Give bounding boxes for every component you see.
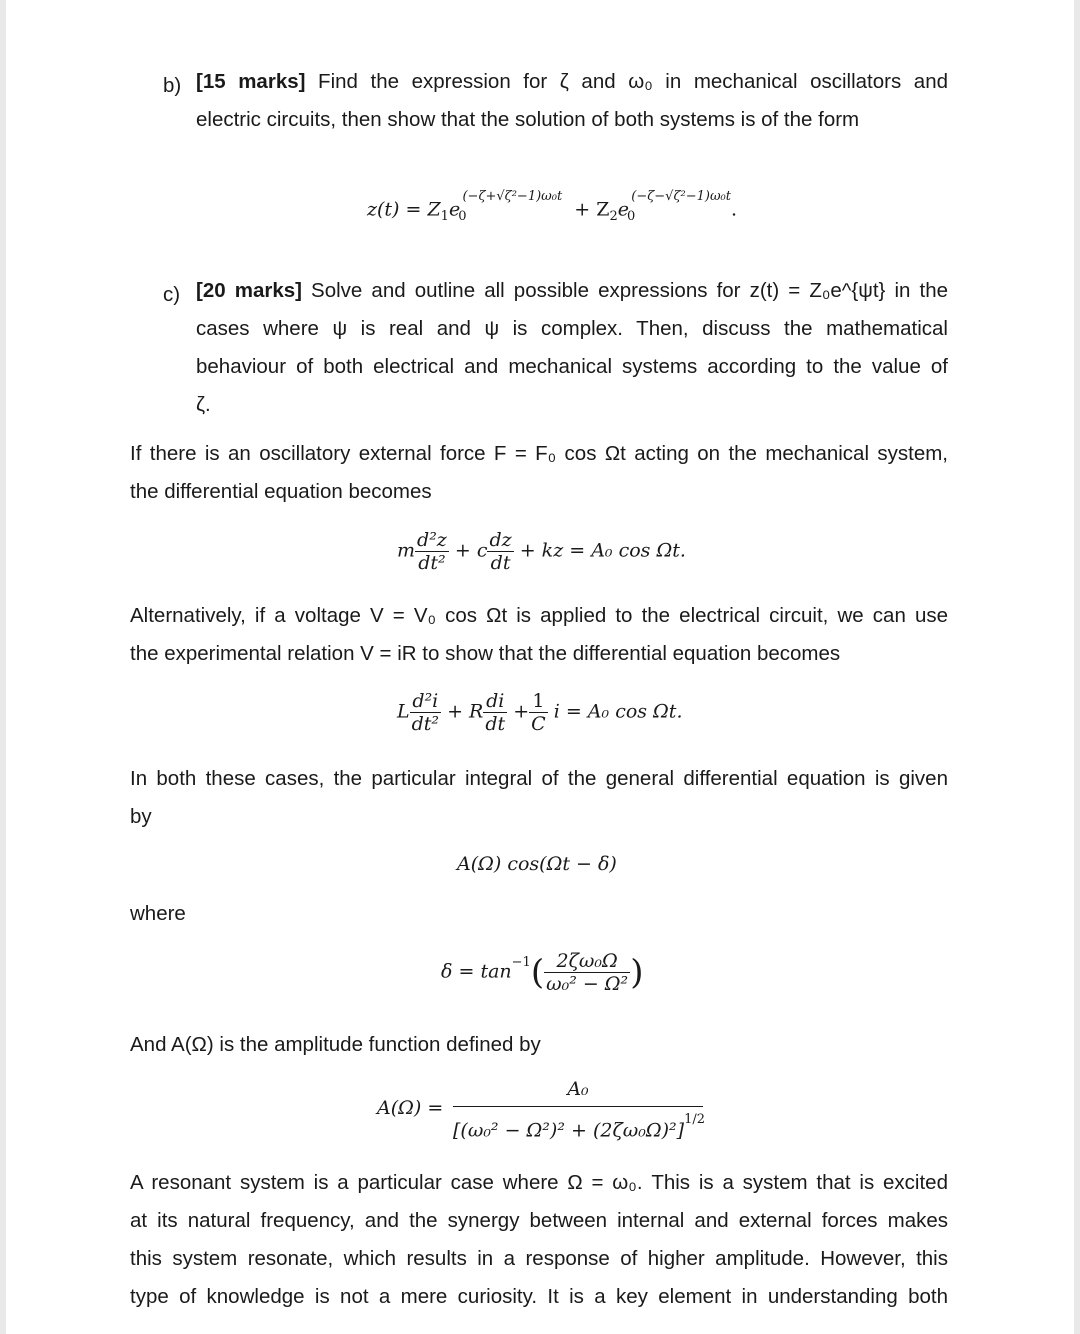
equation-amplitude-denominator: $[(\omega_0^2 - \Omega^2)^2 + (2\zeta\omega_0\Omega)^2]^{1/2}$ bbox=[453, 1112, 705, 1142]
equation-amplitude-lhs: A(Ω) = bbox=[377, 1097, 444, 1119]
page-edge-right bbox=[1074, 0, 1080, 1334]
paragraph-amplitude: And A(Ω) is the amplitude function defined by bbox=[130, 1033, 541, 1056]
para3-line-2: by bbox=[130, 805, 152, 828]
equation-delta: $\delta = \tan^{-1}$( $\frac{\text{2ζω₀Ω}}{\text{ω₀² − Ω²}}$ ) bbox=[441, 950, 644, 995]
part-c-line-2: cases where ψ is real and ψ is complex. Then, discuss the mathematical bbox=[196, 317, 948, 340]
equation-amplitude-numerator: A₀ bbox=[567, 1078, 589, 1100]
part-b-marks: [15 marks] bbox=[196, 70, 306, 93]
part-c-line-3: behaviour of both electrical and mechanical systems according to the value of bbox=[196, 355, 948, 378]
paragraph-resonance bbox=[130, 1164, 948, 1316]
equation-mechanical: m $\frac{\text{d²z}}{\text{dt²}}$ + c $\frac{dz}{dt}$ + kz = A₀ cos Ωt. bbox=[397, 529, 686, 574]
para5-line-4: type of knowledge is not a mere curiosity. It is a key element in understanding both bbox=[130, 1285, 948, 1308]
part-b-line-2: electric circuits, then show that the solution of both systems is of the form bbox=[196, 108, 860, 131]
paragraph-forced-mechanical bbox=[130, 435, 948, 511]
paragraph-forced-electrical bbox=[130, 597, 948, 673]
part-c-text bbox=[196, 272, 948, 424]
para1-line-1: If there is an oscillatory external force F = F₀ cos Ωt acting on the mechanical system, bbox=[130, 442, 948, 465]
page-edge-left bbox=[0, 0, 6, 1334]
paragraph-particular-integral bbox=[130, 760, 948, 836]
para5-line-3: this system resonate, which results in a response of higher amplitude. However, this bbox=[130, 1247, 948, 1270]
equation-particular-integral: A(Ω) cos(Ωt − δ) bbox=[457, 853, 617, 875]
part-c-label: c) bbox=[163, 283, 181, 306]
equation-electrical: L $\frac{\text{d²i}}{\text{dt²}}$ + R $\frac{di}{dt}$ + $\frac{1}{C}$ i = A₀ cos Ωt. bbox=[397, 690, 683, 735]
part-b-text bbox=[196, 63, 948, 139]
part-c-line-4: ζ. bbox=[196, 393, 211, 416]
para1-line-2: the differential equation becomes bbox=[130, 480, 432, 503]
para5-line-1: A resonant system is a particular case where Ω = ω₀. This is a system that is excited bbox=[130, 1171, 948, 1194]
part-c-line-1: [20 marks] Solve and outline all possible expressions for z(t) = Z₀e^{ψt} in the bbox=[196, 279, 948, 302]
para2-line-1: Alternatively, if a voltage V = V₀ cos Ωt is applied to the electrical circuit, we can use bbox=[130, 604, 948, 627]
equation-b: $z(t) = Z_1e_0^{(-\zeta+√\zeta^2-1)\omega_0t} + Z_2e_0^{(-\zeta-√\zeta^2-1)\omega_0t}$. bbox=[367, 189, 738, 225]
para2-line-2: the experimental relation V = iR to show that the differential equation becomes bbox=[130, 642, 841, 665]
equation-amplitude-fraction-bar bbox=[453, 1106, 703, 1107]
where-label: where bbox=[130, 902, 186, 925]
part-c-marks: [20 marks] bbox=[196, 279, 302, 302]
para3-line-1: In both these cases, the particular integral of the general differential equation is given bbox=[130, 767, 948, 790]
part-b-label: b) bbox=[163, 74, 182, 97]
part-b-line-1: [15 marks] Find the expression for ζ and ω₀ in mechanical oscillators and bbox=[196, 70, 949, 93]
para5-line-2: at its natural frequency, and the synergy between internal and external forces makes bbox=[130, 1209, 948, 1232]
